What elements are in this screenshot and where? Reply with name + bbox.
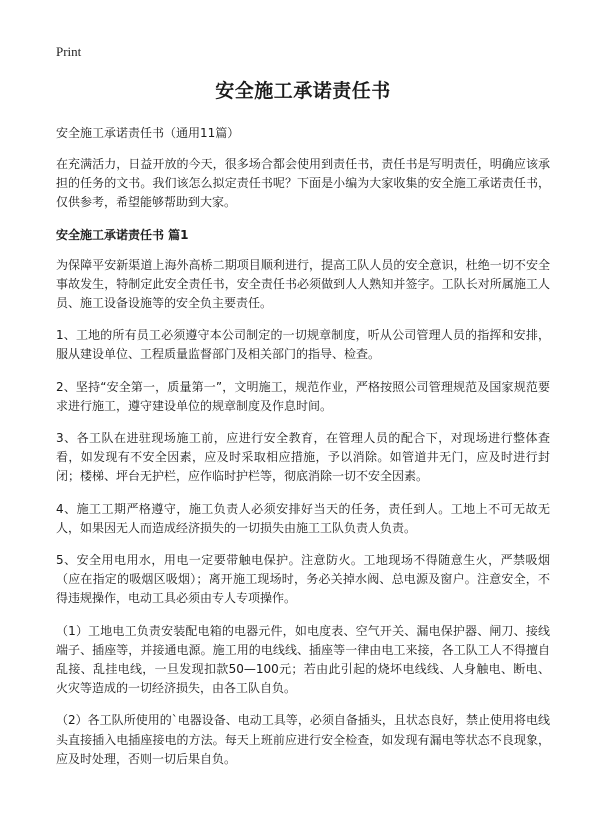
paragraph-subitem-1: （1）工地电工负责安装配电箱的电器元件，如电度表、空气开关、漏电保护器、闸刀、接线端子、插座等，并接通电源。施工用的电线线、插座等一律由电工来接，各工队工人不得擅自乱接、乱挂电线，一旦发现扣款50—100元；若由此引起的烧坏电线线、人身触电、断电、火灾等造成的一切经济损失，由各工队自负。 [56,623,550,696]
paragraph-item-5: 5、安全用电用水，用电一定要带触电保护。注意防火。工地现场不得随意生火，严禁吸烟（应在指定的吸烟区吸烟）；离开施工现场时，务必关掉水阀、总电源及窗户。注意安全，不得违规操作，电动工具必须由专人专项操作。 [56,553,550,606]
paragraph-item-3: 3、各工队在进驻现场施工前，应进行安全教育，在管理人员的配合下，对现场进行整体查看，如发现有不安全因素，应及时采取相应措施，予以消除。如管道井无门，应及时进行封闭；楼梯、坪台无护栏，应作临时护栏等，彻底消除一切不安全因素。 [56,431,550,484]
section-heading: 安全施工承诺责任书 篇1 [56,227,189,242]
print-link[interactable]: Print [56,44,82,59]
document-title: 安全施工承诺责任书 [215,80,391,102]
paragraph-item-4: 4、施工工期严格遵守，施工负责人必须安排好当天的任务，责任到人。工地上不可无故无人，如果因无人而造成经济损失的一切损失由施工工队负责人负责。 [56,501,550,535]
document-subtitle: 安全施工承诺责任书（通用11篇） [56,126,240,140]
paragraph-item-2: 2、坚持“安全第一，质量第一”，文明施工，规范作业，严格按照公司管理规范及国家规范要求进行施工，遵守建设单位的规章制度及作息时间。 [56,379,550,413]
paragraph-subitem-2: （2）各工队所使用的`电器设备、电动工具等，必须自备插头，且状态良好，禁止使用将电线头直接插入电插座接电的方法。每天上班前应进行安全检查，如发现有漏电等状态不良现象，应及时处理，否则一切后果自负。 [56,713,550,766]
paragraph-item-1: 1、工地的所有员工必须遵守本公司制定的一切规章制度，听从公司管理人员的指挥和安排，服从建设单位、工程质量监督部门及相关部门的指导、检查。 [56,328,550,362]
intro-paragraph: 在充满活力，日益开放的今天，很多场合都会使用到责任书，责任书是写明责任，明确应该承担的任务的文书。我们该怎么拟定责任书呢？下面是小编为大家收集的安全施工承诺责任书，仅供参考，希望能够帮助到大家。 [56,157,550,210]
paragraph-preamble: 为保障平安新渠道上海外高桥二期项目顺利进行，提高工队人员的安全意识，杜绝一切不安全事故发生，特制定此安全责任书，安全责任书必须做到人人熟知并签字。工队长对所属施工人员、施工设备设施等的安全负主要责任。 [56,257,550,311]
document-body [56,78,550,782]
